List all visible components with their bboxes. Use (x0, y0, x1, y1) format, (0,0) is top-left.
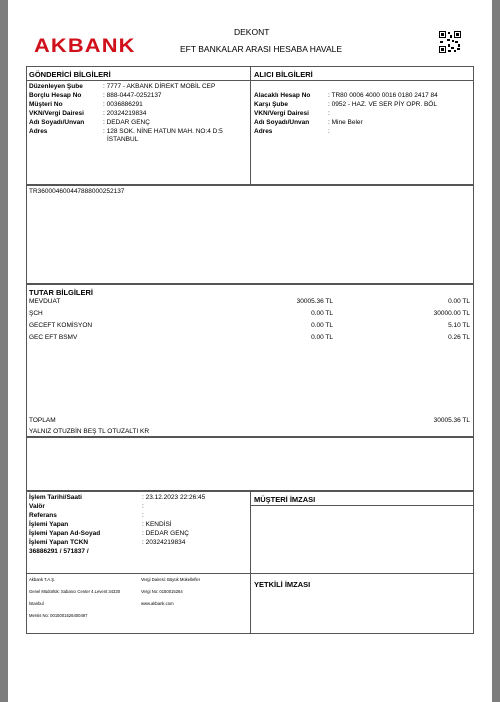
receiver-label: Adı Soyadı/Unvan (254, 119, 310, 126)
sender-value: : 7777 - AKBANK DİREKT MOBİL CEP (103, 83, 216, 90)
sender-header: GÖNDERİCİ BİLGİLERİ (29, 70, 111, 79)
receiver-value: : TR80 0006 4000 0016 0180 2417 84 (328, 92, 438, 99)
document-title: DEKONT (234, 27, 270, 37)
total-in-words: YALNIZ OTUZBİN BEŞ TL OTUZALTI KR (29, 428, 150, 435)
transaction-label: İşlem Tarihi/Saati (29, 494, 82, 501)
footer-tax-no: Vergi No: 0150015264 (141, 589, 183, 594)
sender-label: Düzenleyen Şube (29, 83, 83, 90)
sender-label: VKN/Vergi Dairesi (29, 110, 84, 117)
sender-value: : 0036886291 (103, 101, 143, 108)
amount-credit: 0.00 TL (448, 298, 470, 305)
akbank-logo: AKBANK (34, 36, 136, 57)
sender-value: : DEDAR GENÇ (103, 119, 150, 126)
amounts-box (26, 284, 474, 437)
footer-mersis: Mersis No: 0015001526400497 (29, 613, 88, 618)
amount-debit: 0.00 TL (311, 322, 333, 329)
footer-tax-office: Vergi Dairesi: Büyük Mükellefler (141, 577, 201, 582)
sender-label: Adres (29, 128, 48, 135)
amounts-header: TUTAR BİLGİLERİ (29, 288, 94, 297)
transaction-value: : DEDAR GENÇ (142, 530, 189, 537)
amount-debit: 30005.36 TL (296, 298, 333, 305)
amount-label: GECEFT KOMİSYON (29, 322, 93, 329)
transaction-value: : 20324219834 (142, 539, 186, 546)
amount-credit: 0.26 TL (448, 334, 470, 341)
sender-label: Adı Soyadı/Unvan (29, 119, 85, 126)
total-value: 30005.36 TL (433, 417, 470, 424)
receiver-value: : Mine Beler (328, 119, 363, 126)
footer-company: Akbank T.A.Ş. (29, 577, 56, 582)
amount-debit: 0.00 TL (311, 334, 333, 341)
amount-credit: 5.10 TL (448, 322, 470, 329)
transaction-value: : (142, 503, 144, 510)
sender-value: : 20324219834 (103, 110, 147, 117)
receiver-header: ALICI BİLGİLERİ (254, 70, 313, 79)
blank-box (26, 437, 474, 491)
transaction-value: : 23.12.2023 22:26:45 (142, 494, 206, 501)
amount-credit: 30000.00 TL (433, 310, 470, 317)
transaction-value: : (142, 512, 144, 519)
receiver-label: Adres (254, 128, 273, 135)
receiver-value: : 0952 - HAZ. VE SER PİY OPR. BÖL (328, 101, 437, 108)
transaction-label: Valör (29, 503, 45, 510)
transaction-label: İşlemi Yapan TCKN (29, 539, 89, 546)
amount-label: ŞCH (29, 310, 43, 317)
transaction-label: Referans (29, 512, 57, 519)
document-subtitle: EFT BANKALAR ARASI HESABA HAVALE (180, 44, 343, 54)
footer-city: İstanbul (29, 601, 44, 606)
transaction-value: : KENDİSİ (142, 521, 172, 528)
total-label: TOPLAM (29, 417, 56, 424)
amount-label: MEVDUAT (29, 298, 61, 305)
receiver-value: : (328, 110, 330, 117)
amount-debit: 0.00 TL (311, 310, 333, 317)
sender-value: : 888-0447-0252137 (103, 92, 162, 99)
customer-signature-label: MÜŞTERİ İMZASI (254, 495, 316, 504)
description-box (26, 185, 474, 284)
authorized-signature-label: YETKİLİ İMZASI (254, 580, 311, 589)
receipt-page (8, 0, 492, 702)
receiver-label: Alacaklı Hesap No (254, 92, 311, 99)
receiver-value: : (328, 128, 330, 135)
transaction-label: İşlemi Yapan (29, 521, 69, 528)
footer-address: Genel Müdürlük: Sabancı Center 4.Levent 34330 (29, 589, 121, 594)
sender-label: Borçlu Hesap No (29, 92, 82, 99)
receiver-label: VKN/Vergi Dairesi (254, 110, 309, 117)
transaction-ref-line: 36886291 / 571837 / (29, 548, 89, 555)
amount-label: GEC EFT BSMV (29, 334, 78, 341)
receiver-label: Karşı Şube (254, 101, 288, 108)
sender-value: : 128 SOK. NİNE HATUN MAH. NO:4 D:5 (103, 128, 223, 135)
sender-label: Müşteri No (29, 101, 63, 108)
qr-code-icon (438, 30, 462, 54)
transaction-label: İşlemi Yapan Ad-Soyad (29, 530, 101, 537)
iban-note: TR360004600447888000252137 (29, 188, 125, 195)
footer-website: www.akbank.com (141, 601, 174, 606)
sender-address-line2: İSTANBUL (107, 136, 139, 143)
